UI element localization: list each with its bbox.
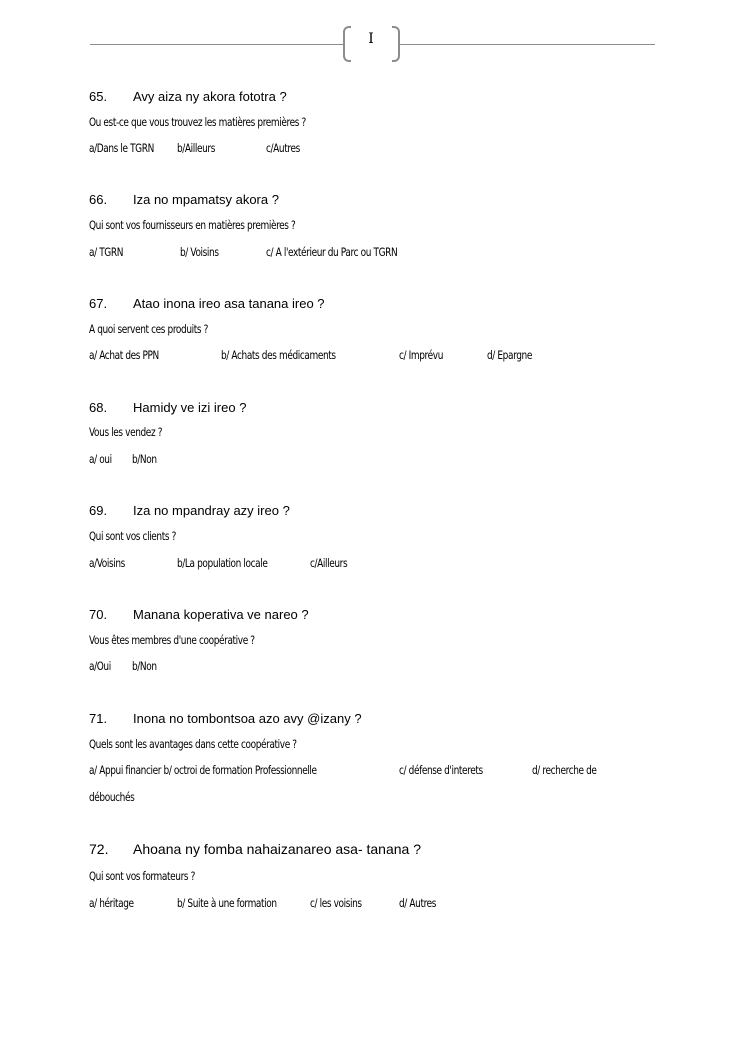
- question-french: Qui sont vos fournisseurs en matières premières ?: [89, 218, 296, 232]
- answer-option: b/ Achats des médicaments: [221, 348, 336, 362]
- question-malagasy: Iza no mpamatsy akora ?: [133, 192, 279, 207]
- answer-option: a/ TGRN: [89, 245, 124, 259]
- question-number: 72.: [89, 841, 109, 857]
- answer-option: c/ A l'extérieur du Parc ou TGRN: [266, 245, 398, 259]
- answer-option: a/ Appui financier b/ octroi de formation Professionnelle: [89, 763, 317, 777]
- answer-option: b/Non: [132, 659, 157, 673]
- answer-option: b/Non: [132, 452, 157, 466]
- answer-option: d/ recherche de: [532, 763, 597, 777]
- answer-option: c/ défense d'interets: [399, 763, 483, 777]
- answer-option: c/Autres: [266, 141, 300, 155]
- question-french: Qui sont vos formateurs ?: [89, 869, 195, 883]
- page-number: I: [368, 31, 374, 47]
- answer-option: b/La population locale: [177, 556, 268, 570]
- answer-option: a/ héritage: [89, 896, 134, 910]
- answer-option: a/ oui: [89, 452, 112, 466]
- answer-option: débouchés: [89, 790, 135, 804]
- answer-option: a/Voisins: [89, 556, 125, 570]
- header-rule-left: [90, 44, 343, 45]
- header-bracket-right: [392, 26, 400, 62]
- question-number: 67.: [89, 296, 108, 311]
- question-number: 70.: [89, 607, 108, 622]
- answer-option: a/Dans le TGRN: [89, 141, 154, 155]
- question-malagasy: Inona no tombontsoa azo avy @izany ?: [133, 711, 362, 726]
- answer-option: c/Ailleurs: [310, 556, 348, 570]
- answer-option: c/ Imprévu: [399, 348, 443, 362]
- question-72: [89, 841, 421, 857]
- answer-option: b/Ailleurs: [177, 141, 216, 155]
- answer-option: d/ Epargne: [487, 348, 532, 362]
- header-bracket-left: [343, 26, 351, 62]
- question-french: Quels sont les avantages dans cette coopérative ?: [89, 737, 297, 751]
- answer-option: b/ Voisins: [180, 245, 219, 259]
- question-french: Vous les vendez ?: [89, 425, 163, 439]
- question-70: [89, 607, 309, 622]
- question-malagasy: Atao inona ireo asa tanana ireo ?: [133, 296, 325, 311]
- question-number: 66.: [89, 192, 108, 207]
- answer-option: a/Oui: [89, 659, 111, 673]
- question-malagasy: Iza no mpandray azy ireo ?: [133, 503, 290, 518]
- question-71: [89, 711, 362, 726]
- answer-option: c/ les voisins: [310, 896, 362, 910]
- answer-option: d/ Autres: [399, 896, 437, 910]
- question-malagasy: Avy aiza ny akora fototra ?: [133, 89, 287, 104]
- question-69: [89, 503, 290, 518]
- answer-option: a/ Achat des PPN: [89, 348, 159, 362]
- question-68: [89, 400, 246, 415]
- question-65: [89, 89, 287, 104]
- page-header: [90, 24, 655, 66]
- question-number: 65.: [89, 89, 108, 104]
- question-67: [89, 296, 325, 311]
- header-rule-right: [400, 44, 655, 45]
- question-number: 71.: [89, 711, 108, 726]
- question-french: A quoi servent ces produits ?: [89, 322, 208, 336]
- question-66: [89, 192, 279, 207]
- question-number: 68.: [89, 400, 108, 415]
- question-french: Vous êtes membres d'une coopérative ?: [89, 633, 255, 647]
- answer-option: b/ Suite à une formation: [177, 896, 277, 910]
- question-number: 69.: [89, 503, 108, 518]
- question-malagasy: Manana koperativa ve nareo ?: [133, 607, 309, 622]
- question-malagasy: Hamidy ve izi ireo ?: [133, 400, 247, 415]
- question-malagasy: Ahoana ny fomba nahaizanareo asa- tanana ?: [133, 841, 421, 857]
- question-french: Ou est-ce que vous trouvez les matières premières ?: [89, 115, 306, 129]
- question-french: Qui sont vos clients ?: [89, 529, 176, 543]
